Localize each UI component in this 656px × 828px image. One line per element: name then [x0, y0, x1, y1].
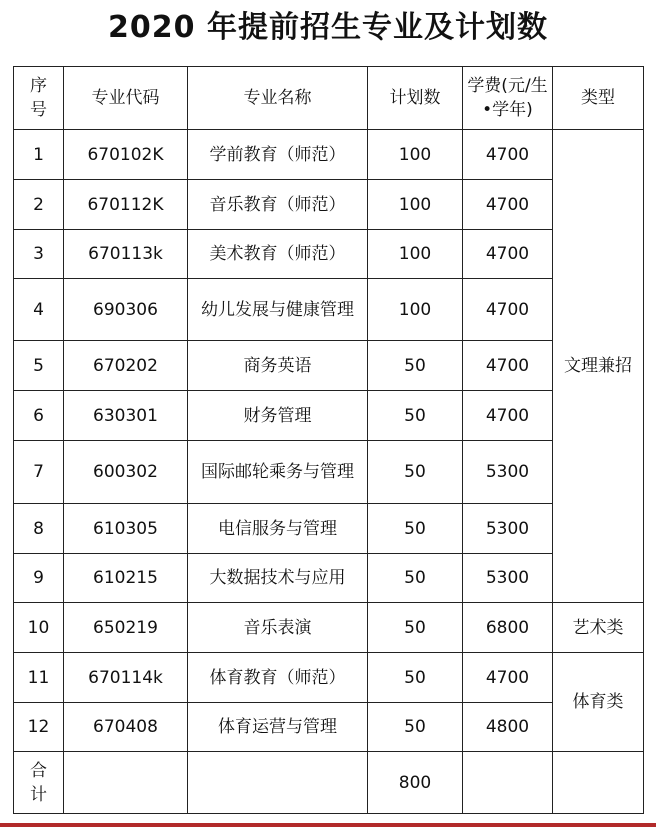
- header-name: 专业名称: [188, 67, 368, 130]
- cell-seq: 5: [14, 341, 64, 391]
- cell-seq: 9: [14, 554, 64, 603]
- cell-code: 670102K: [64, 130, 188, 180]
- cell-fee: 4800: [463, 703, 553, 752]
- total-row: [14, 752, 644, 814]
- total-code-empty: [64, 752, 188, 814]
- cell-fee: 6800: [463, 603, 553, 653]
- table-row: [14, 230, 644, 279]
- cell-name: 体育运营与管理: [188, 703, 368, 752]
- cell-fee: 4700: [463, 130, 553, 180]
- cell-seq: 1: [14, 130, 64, 180]
- cell-seq: 3: [14, 230, 64, 279]
- cell-code: 670202: [64, 341, 188, 391]
- cell-plan: 50: [368, 341, 463, 391]
- cell-fee: 5300: [463, 504, 553, 554]
- header-fee: 学费(元/生•学年): [463, 67, 553, 130]
- cell-plan: 50: [368, 603, 463, 653]
- cell-code: 600302: [64, 441, 188, 504]
- cell-plan: 50: [368, 441, 463, 504]
- type-arts: 艺术类: [553, 603, 644, 653]
- type-general: 文理兼招: [553, 130, 644, 603]
- bottom-divider: [0, 823, 656, 827]
- total-label: 合计: [14, 752, 64, 814]
- cell-code: 630301: [64, 391, 188, 441]
- cell-code: 690306: [64, 279, 188, 341]
- table-row: [14, 441, 644, 504]
- cell-code: 670113k: [64, 230, 188, 279]
- header-plan: 计划数: [368, 67, 463, 130]
- cell-name: 音乐教育（师范）: [188, 180, 368, 230]
- total-name-empty: [188, 752, 368, 814]
- cell-fee: 4700: [463, 279, 553, 341]
- cell-plan: 50: [368, 653, 463, 703]
- cell-plan: 100: [368, 279, 463, 341]
- table-row: [14, 180, 644, 230]
- cell-code: 670408: [64, 703, 188, 752]
- header-seq: 序号: [14, 67, 64, 130]
- cell-name: 国际邮轮乘务与管理: [188, 441, 368, 504]
- table-row: [14, 391, 644, 441]
- table-row: [14, 130, 644, 180]
- header-type: 类型: [553, 67, 644, 130]
- cell-name: 美术教育（师范）: [188, 230, 368, 279]
- cell-code: 610215: [64, 554, 188, 603]
- cell-fee: 5300: [463, 554, 553, 603]
- header-row: [14, 67, 644, 130]
- cell-plan: 50: [368, 391, 463, 441]
- cell-seq: 7: [14, 441, 64, 504]
- cell-name: 学前教育（师范）: [188, 130, 368, 180]
- total-plan: 800: [368, 752, 463, 814]
- total-fee-empty: [463, 752, 553, 814]
- cell-fee: 4700: [463, 391, 553, 441]
- table-row: [14, 603, 644, 653]
- table-row: [14, 703, 644, 752]
- enrollment-table: [13, 66, 644, 814]
- cell-plan: 100: [368, 130, 463, 180]
- table-row: [14, 504, 644, 554]
- page-title: 2020 年提前招生专业及计划数: [108, 10, 548, 45]
- cell-name: 音乐表演: [188, 603, 368, 653]
- cell-seq: 10: [14, 603, 64, 653]
- cell-seq: 2: [14, 180, 64, 230]
- cell-seq: 6: [14, 391, 64, 441]
- cell-seq: 8: [14, 504, 64, 554]
- cell-name: 大数据技术与应用: [188, 554, 368, 603]
- header-code: 专业代码: [64, 67, 188, 130]
- table-row: [14, 341, 644, 391]
- cell-name: 电信服务与管理: [188, 504, 368, 554]
- type-sports: 体育类: [553, 653, 644, 752]
- cell-fee: 4700: [463, 230, 553, 279]
- table-row: [14, 279, 644, 341]
- table-row: [14, 653, 644, 703]
- cell-code: 670112K: [64, 180, 188, 230]
- cell-plan: 50: [368, 504, 463, 554]
- cell-plan: 50: [368, 703, 463, 752]
- cell-name: 商务英语: [188, 341, 368, 391]
- cell-fee: 4700: [463, 341, 553, 391]
- cell-seq: 11: [14, 653, 64, 703]
- cell-name: 幼儿发展与健康管理: [188, 279, 368, 341]
- cell-code: 610305: [64, 504, 188, 554]
- cell-code: 670114k: [64, 653, 188, 703]
- cell-fee: 5300: [463, 441, 553, 504]
- cell-code: 650219: [64, 603, 188, 653]
- cell-plan: 50: [368, 554, 463, 603]
- cell-name: 体育教育（师范）: [188, 653, 368, 703]
- table-row: [14, 554, 644, 603]
- cell-name: 财务管理: [188, 391, 368, 441]
- cell-fee: 4700: [463, 653, 553, 703]
- total-type-empty: [553, 752, 644, 814]
- cell-seq: 12: [14, 703, 64, 752]
- cell-plan: 100: [368, 230, 463, 279]
- cell-seq: 4: [14, 279, 64, 341]
- cell-plan: 100: [368, 180, 463, 230]
- cell-fee: 4700: [463, 180, 553, 230]
